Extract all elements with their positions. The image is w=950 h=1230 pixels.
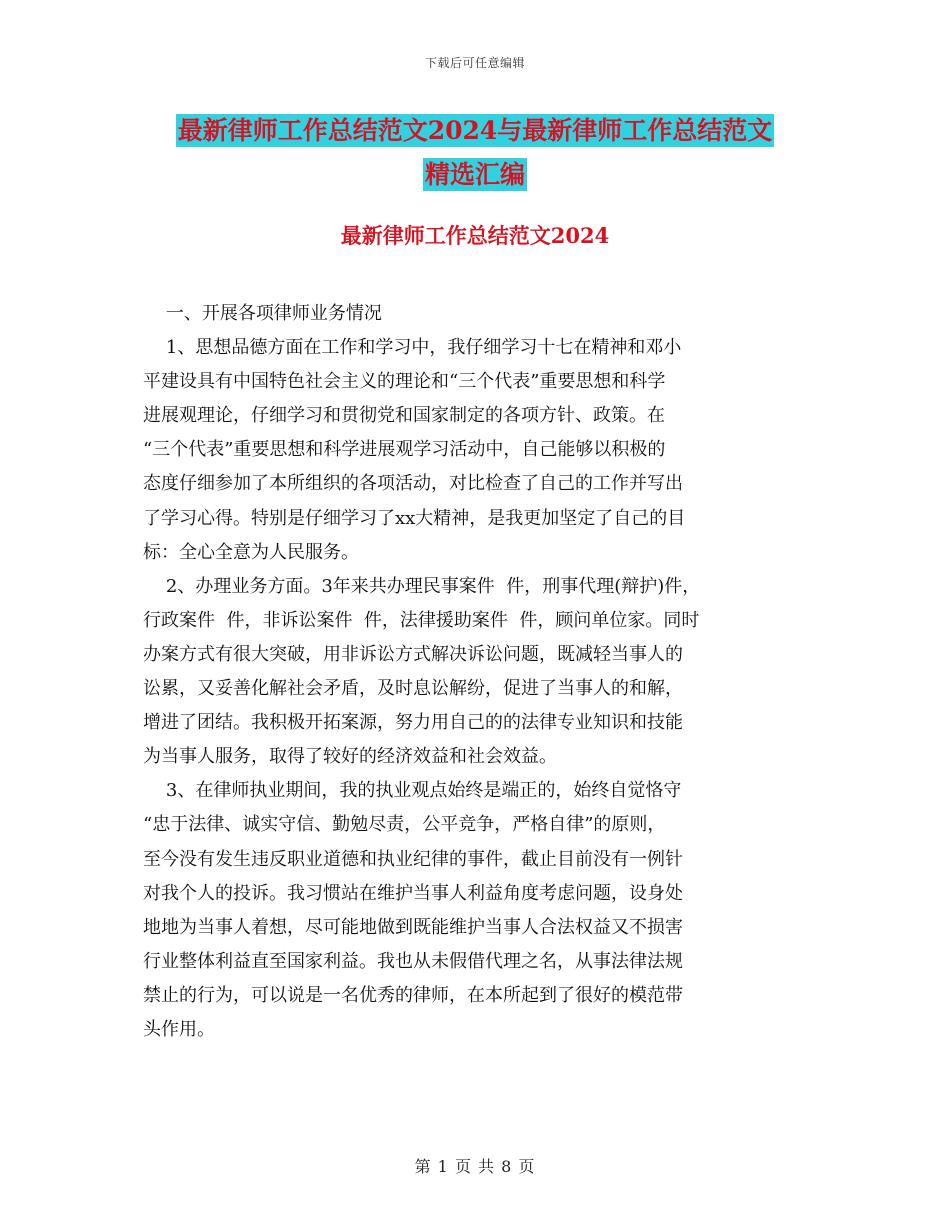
document-title-line-1 <box>0 111 950 151</box>
title-line-2-text: 精选汇编 <box>424 160 525 189</box>
body-line: 1、思想品德方面在工作和学习中，我仔细学习十七在精神和邓小 <box>143 337 682 359</box>
body-line: 地地为当事人着想，尽可能地做到既能维护当事人合法权益又不损害 <box>143 916 683 938</box>
body-line: 行政案件 件，非诉讼案件 件，法律援助案件 件，顾问单位家。同时 <box>143 609 700 631</box>
body-line: 头作用。 <box>143 1018 215 1040</box>
body-line: “忠于法律、诚实守信、勤勉尽责，公平竞争，严格自律”的原则， <box>143 814 666 836</box>
body-line: 办案方式有很大突破，用非诉讼方式解决诉讼问题，既减轻当事人的 <box>143 643 683 665</box>
body-line: 2、办理业务方面。3年来共办理民事案件 件，刑事代理(辩护)件， <box>143 575 701 597</box>
body-line: “三个代表”重要思想和科学进展观学习活动中，自己能够以积极的 <box>143 439 666 461</box>
body-line: 对我个人的投诉。我习惯站在维护当事人利益角度考虑问题，设身处 <box>143 882 683 904</box>
body-line: 增进了团结。我积极开拓案源，努力用自己的的法律专业知识和技能 <box>143 712 683 734</box>
section-heading: 最新律师工作总结范文2024 <box>340 223 610 248</box>
page-header-note: 下载后可任意编辑 <box>424 56 525 70</box>
body-line: 至今没有发生违反职业道德和执业纪律的事件，截止目前没有一例针 <box>143 848 683 870</box>
body-line: 禁止的行为，可以说是一名优秀的律师，在本所起到了很好的模范带 <box>143 984 683 1006</box>
title-line-1-text: 最新律师工作总结范文2024与最新律师工作总结范文 <box>177 116 773 145</box>
page-number-footer: 第 1 页 共 8 页 <box>414 1157 536 1176</box>
body-line: 讼累，又妥善化解社会矛盾，及时息讼解纷，促进了当事人的和解， <box>143 678 683 700</box>
body-line: 一、开展各项律师业务情况 <box>143 303 382 324</box>
body-line: 3、在律师执业期间，我的执业观点始终是端正的，始终自觉恪守 <box>143 780 682 802</box>
body-line: 行业整体利益直至国家利益。我也从未假借代理之名，从事法律法规 <box>143 950 683 972</box>
body-line: 了学习心得。特别是仔细学习了xx大精神，是我更加坚定了自己的目 <box>143 507 686 529</box>
body-line: 为当事人服务，取得了较好的经济效益和社会效益。 <box>143 746 557 768</box>
body-line: 进展观理论，仔细学习和贯彻党和国家制定的各项方针、政策。在 <box>143 405 665 427</box>
body-line: 标：全心全意为人民服务。 <box>143 541 359 563</box>
body-line: 态度仔细参加了本所组织的各项活动，对比检查了自己的工作并写出 <box>143 473 683 495</box>
document-title-line-2 <box>0 155 950 195</box>
body-text <box>143 297 843 1047</box>
body-line: 平建设具有中国特色社会主义的理论和“三个代表”重要思想和科学 <box>143 371 666 393</box>
